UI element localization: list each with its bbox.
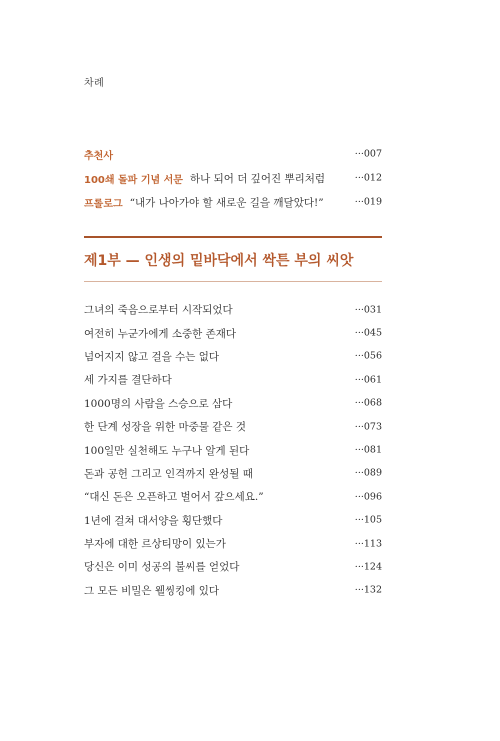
chapter-item[interactable] xyxy=(84,368,382,391)
chapter-title: 여전히 누군가에게 소중한 존재다 xyxy=(84,327,237,340)
page-number: ···068 xyxy=(354,397,382,409)
part-title[interactable]: 제1부 — 인생의 밑바닥에서 싹튼 부의 씨앗 xyxy=(84,253,354,269)
chapter-item[interactable] xyxy=(84,485,382,508)
page-number: ···073 xyxy=(354,421,382,433)
chapter-item[interactable] xyxy=(84,438,382,461)
chapter-item[interactable] xyxy=(84,579,382,602)
chapter-title: 부자에 대한 르상티망이 있는가 xyxy=(84,538,226,551)
page-number: ···045 xyxy=(354,327,382,339)
front-matter-item[interactable] xyxy=(84,166,382,190)
chapter-title: 세 가지를 결단하다 xyxy=(84,374,172,387)
page-number: ···031 xyxy=(354,304,382,316)
chapter-title: 1년에 걸쳐 대서양을 횡단했다 xyxy=(84,514,223,527)
chapter-item[interactable] xyxy=(84,415,382,438)
chapter-title: 한 단계 성장을 위한 마중물 같은 것 xyxy=(84,421,247,434)
chapter-item[interactable] xyxy=(84,462,382,485)
part-divider-bottom xyxy=(84,281,382,282)
chapter-item[interactable] xyxy=(84,392,382,415)
page-number: ···081 xyxy=(354,444,382,456)
chapter-title: 그녀의 죽음으로부터 시작되었다 xyxy=(84,304,233,317)
chapter-title: 돈과 공헌 그리고 인격까지 완성될 때 xyxy=(84,467,253,480)
page-number: ···007 xyxy=(354,148,382,160)
chapter-title: 1000명의 사람을 스승으로 삼다 xyxy=(84,397,233,410)
page-number: ···124 xyxy=(354,561,382,573)
chapter-item[interactable] xyxy=(84,298,382,321)
page-number: ···096 xyxy=(354,491,382,503)
toc-heading: 차례 xyxy=(84,78,105,89)
front-matter-title: 하나 되어 더 깊어진 뿌리처럼 xyxy=(189,172,326,185)
page-number: ···105 xyxy=(354,514,382,526)
front-matter-label: 100쇄 돌파 기념 서문 xyxy=(84,174,183,186)
chapter-item[interactable] xyxy=(84,321,382,344)
chapter-item[interactable] xyxy=(84,555,382,578)
chapter-item[interactable] xyxy=(84,509,382,532)
front-matter-list xyxy=(84,142,382,214)
page-number: ···132 xyxy=(354,584,382,596)
chapter-item[interactable] xyxy=(84,345,382,368)
page-number: ···056 xyxy=(354,350,382,362)
page-number: ···012 xyxy=(354,172,382,184)
page-number: ···089 xyxy=(354,467,382,479)
part-divider-top xyxy=(84,236,382,238)
page-number: ···113 xyxy=(354,538,382,550)
chapter-title: 100일만 실천해도 누구나 알게 된다 xyxy=(84,444,250,457)
front-matter-title: “내가 나아가야 할 새로운 길을 깨달았다!” xyxy=(129,196,324,209)
chapter-title: 당신은 이미 성공의 불씨를 얻었다 xyxy=(84,561,240,574)
chapter-list xyxy=(84,298,382,602)
chapter-title: “대신 돈은 오픈하고 벌어서 갚으세요.” xyxy=(84,491,264,504)
front-matter-label: 프롤로그 xyxy=(84,198,123,210)
front-matter-item[interactable] xyxy=(84,190,382,214)
page-number: ···019 xyxy=(354,196,382,208)
front-matter-label: 추천사 xyxy=(84,150,113,162)
chapter-item[interactable] xyxy=(84,532,382,555)
chapter-title: 그 모든 비밀은 웰씽킹에 있다 xyxy=(84,584,220,597)
page-number: ···061 xyxy=(354,374,382,386)
chapter-title: 넘어지지 않고 걸을 수는 없다 xyxy=(84,350,220,363)
front-matter-item[interactable] xyxy=(84,142,382,166)
